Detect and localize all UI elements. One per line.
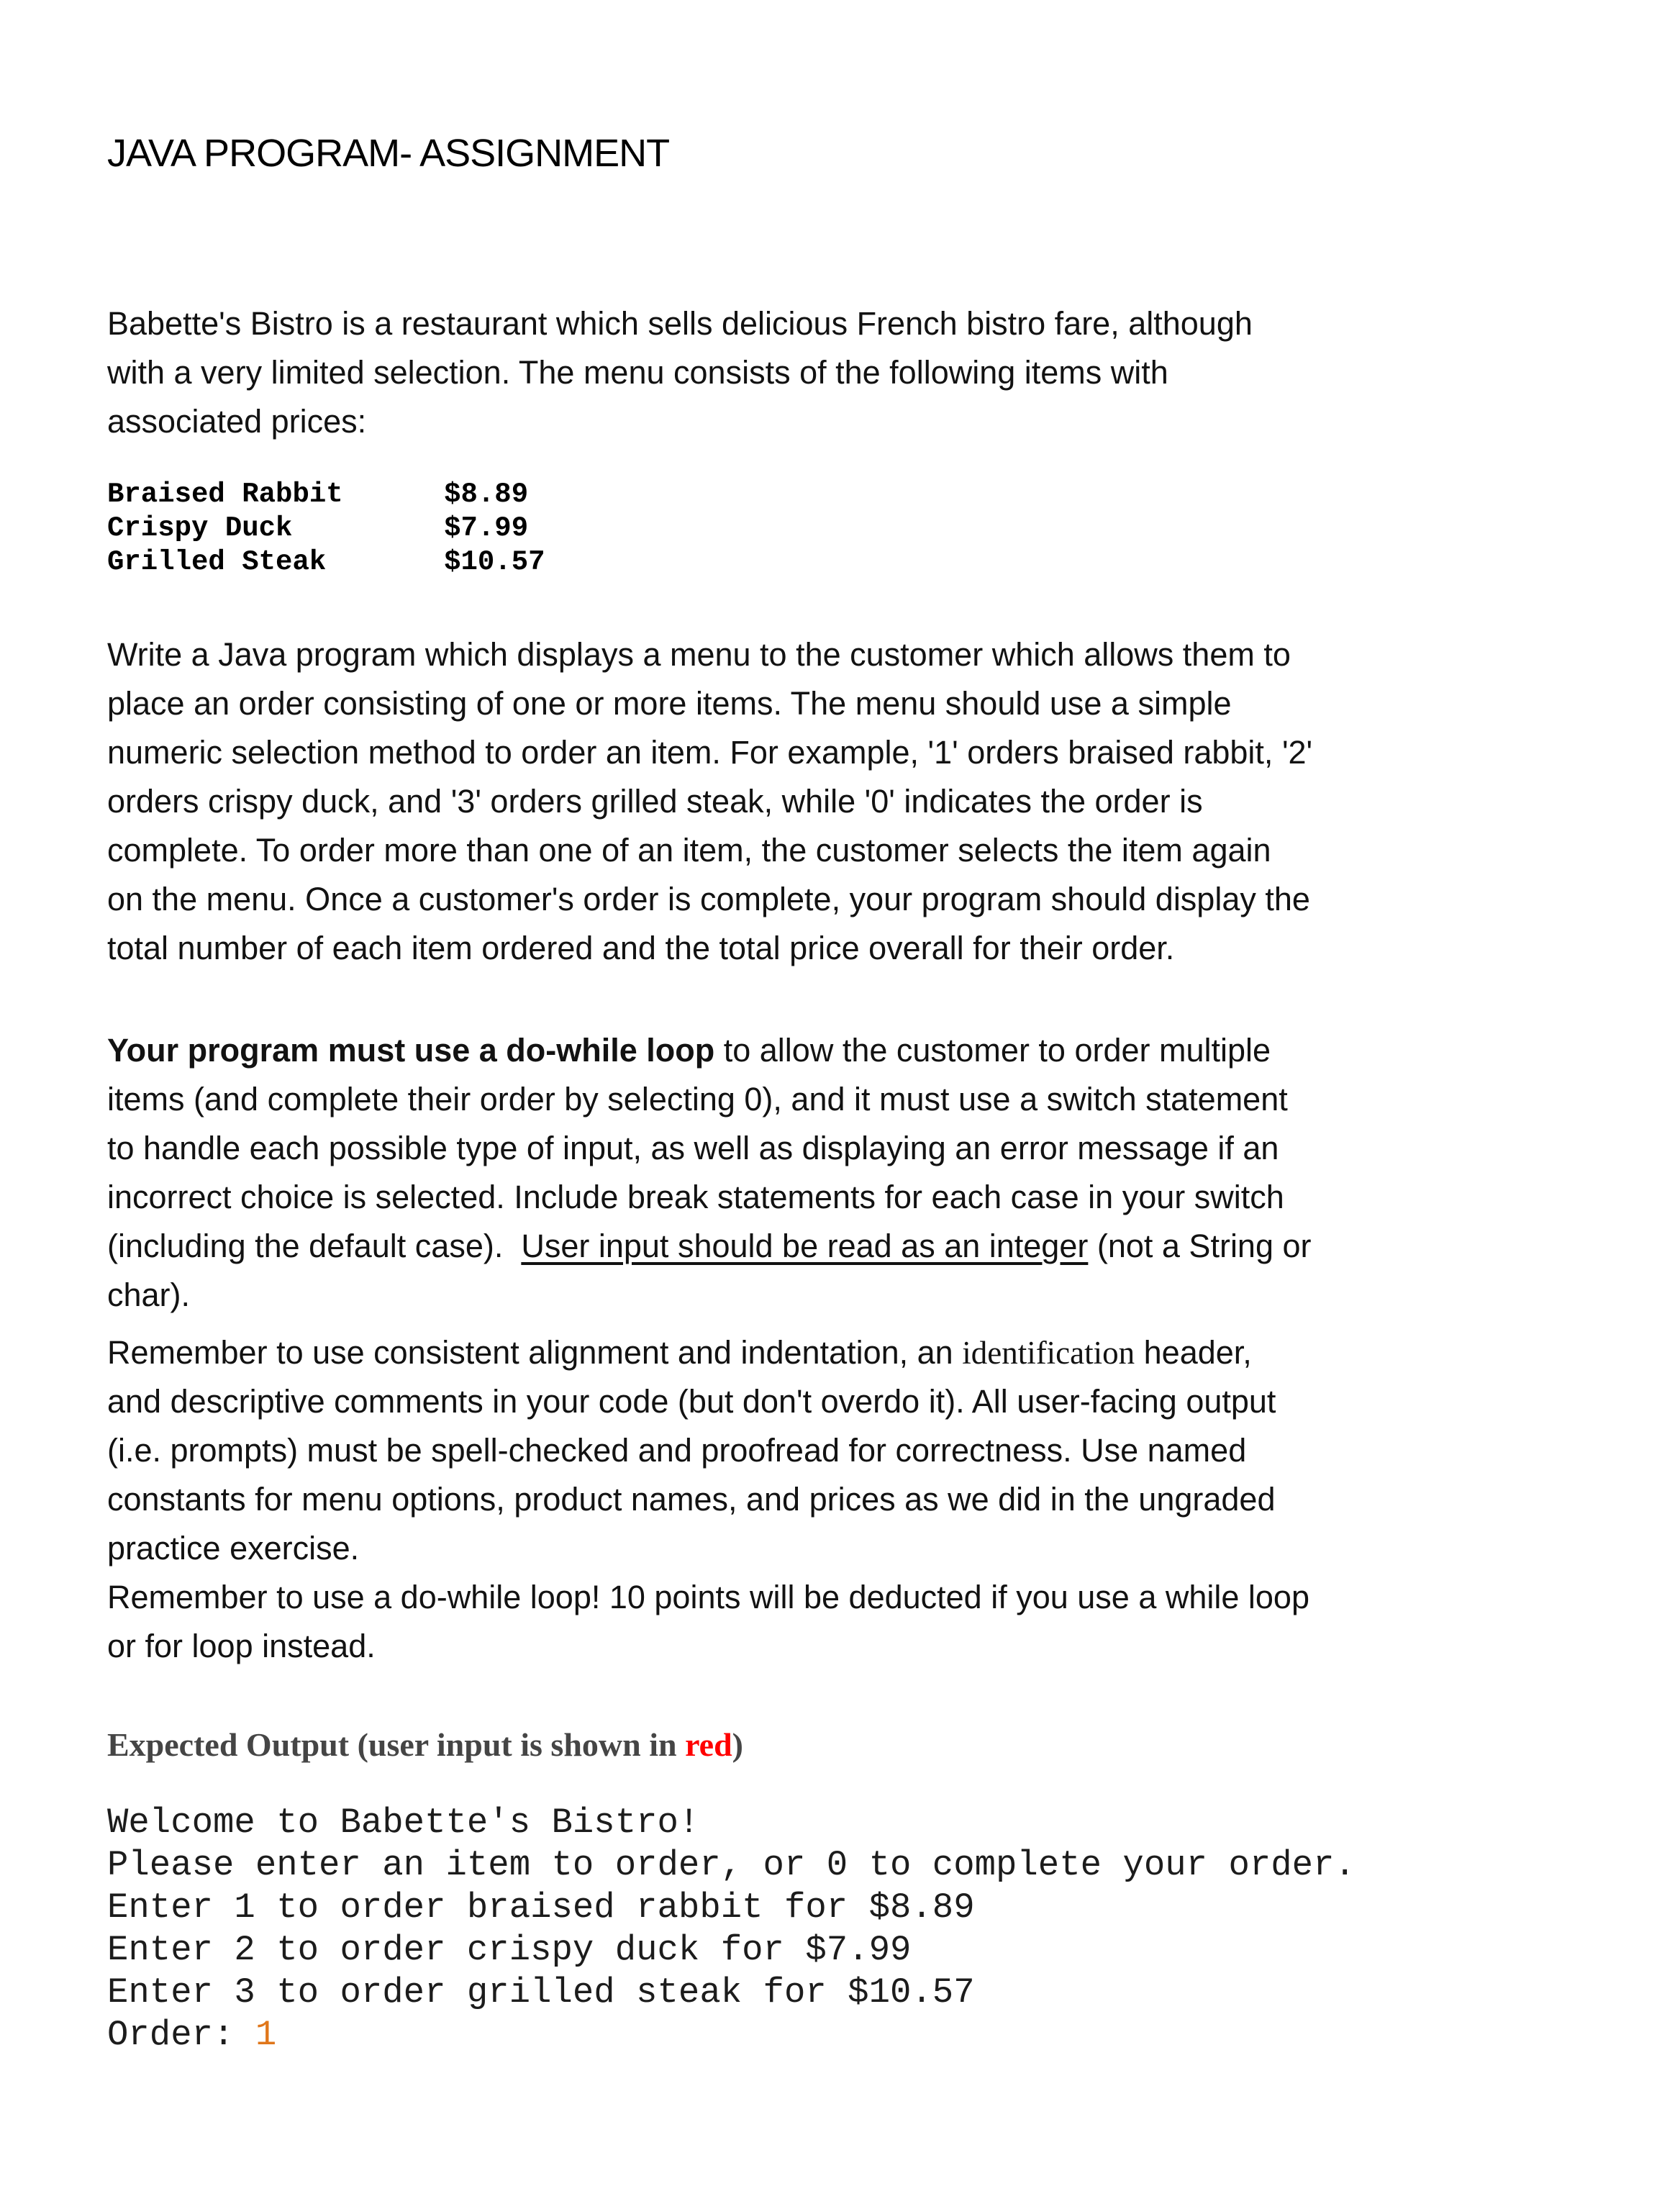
- text-line: Order: 1: [107, 2015, 277, 2055]
- text-line: Enter 2 to order crispy duck for $7.99: [107, 1930, 912, 1970]
- text-line: (including the default case). User input should be read as an integer (not a String or: [107, 1228, 1312, 1264]
- text-line: on the menu. Once a customer's order is complete, your program should display the: [107, 881, 1310, 917]
- text-line: place an order consisting of one or more items. The menu should use a simple: [107, 685, 1232, 722]
- style-requirements-paragraph: [107, 1328, 1604, 1671]
- text-line: Welcome to Babette's Bistro!: [107, 1803, 700, 1843]
- text-line: items (and complete their order by selecting 0), and it must use a switch statement: [107, 1081, 1288, 1117]
- text-line: to handle each possible type of input, as well as displaying an error message if an: [107, 1130, 1279, 1166]
- task-paragraph: [107, 630, 1604, 973]
- text-line: char).: [107, 1277, 191, 1313]
- text-line: Grilled Steak $10.57: [107, 546, 545, 578]
- intro-paragraph: [107, 299, 1604, 446]
- text-line: or for loop instead.: [107, 1628, 376, 1664]
- menu-price-listing: [107, 478, 1604, 579]
- text-line: Braised Rabbit $8.89: [107, 479, 529, 510]
- expected-output-heading: [107, 1726, 1604, 1764]
- text-line: Write a Java program which displays a menu to the customer which allows them to: [107, 636, 1291, 673]
- text-line: associated prices:: [107, 403, 367, 440]
- dowhile-requirements-paragraph: [107, 1026, 1604, 1320]
- page-title: JAVA PROGRAM- ASSIGNMENT: [107, 132, 670, 175]
- text-line: complete. To order more than one of an item, the customer selects the item again: [107, 832, 1271, 869]
- text-line: Remember to use a do-while loop! 10 points will be deducted if you use a while loop: [107, 1579, 1309, 1615]
- text-line: with a very limited selection. The menu consists of the following items with: [107, 354, 1168, 391]
- text-line: (i.e. prompts) must be spell-checked and proofread for correctness. Use named: [107, 1432, 1247, 1469]
- text-line: numeric selection method to order an item. For example, '1' orders braised rabbit, '2': [107, 734, 1313, 771]
- console-output-sample: [107, 1802, 1604, 2057]
- text-line: and descriptive comments in your code (but don't overdo it). All user-facing output: [107, 1383, 1276, 1420]
- text-line: Remember to use consistent alignment and indentation, an identification header,: [107, 1334, 1252, 1371]
- text-line: Expected Output (user input is shown in red): [107, 1726, 743, 1763]
- text-line: Enter 1 to order braised rabbit for $8.89: [107, 1887, 975, 1928]
- text-line: Crispy Duck $7.99: [107, 512, 529, 544]
- text-line: incorrect choice is selected. Include break statements for each case in your switch: [107, 1179, 1284, 1215]
- text-line: Enter 3 to order grilled steak for $10.57: [107, 1972, 975, 2013]
- text-line: constants for menu options, product names, and prices as we did in the ungraded: [107, 1481, 1276, 1518]
- text-line: practice exercise.: [107, 1530, 360, 1566]
- text-line: orders crispy duck, and '3' orders grilled steak, while '0' indicates the order is: [107, 783, 1203, 820]
- text-line: total number of each item ordered and the total price overall for their order.: [107, 930, 1175, 966]
- text-line: Babette's Bistro is a restaurant which sells delicious French bistro fare, although: [107, 305, 1253, 342]
- text-line: Your program must use a do-while loop to allow the customer to order multiple: [107, 1032, 1271, 1069]
- text-line: Please enter an item to order, or 0 to complete your order.: [107, 1845, 1356, 1885]
